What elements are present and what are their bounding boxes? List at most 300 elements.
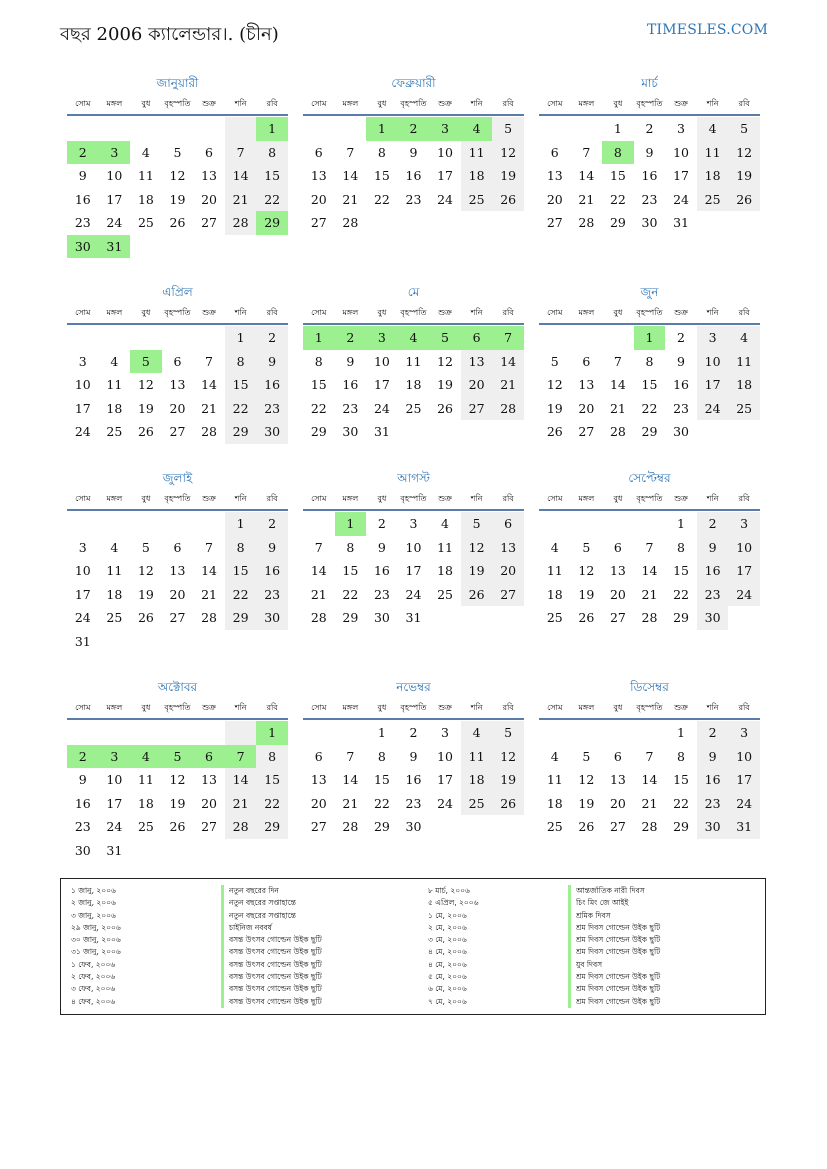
month-name: নভেম্বর bbox=[396, 680, 431, 694]
month-name: ডিসেম্বর bbox=[630, 680, 669, 694]
day-cell: 4 bbox=[141, 144, 150, 160]
weekday-label: রবি bbox=[738, 307, 750, 317]
day-cell: 17 bbox=[373, 377, 390, 392]
day-cell: 13 bbox=[609, 563, 626, 578]
day-cell: 17 bbox=[673, 168, 689, 183]
empty-cell bbox=[193, 326, 225, 350]
weekday-label: বৃহস্পতি bbox=[400, 307, 427, 317]
day-cell: 14 bbox=[201, 377, 217, 392]
day-cell: 30 bbox=[405, 819, 422, 834]
weekday-label: বৃহস্পতি bbox=[400, 493, 427, 503]
weekday-label: মঙ্গল bbox=[106, 493, 123, 503]
day-grid bbox=[539, 117, 760, 235]
day-cell: 24 bbox=[405, 586, 422, 602]
day-cell: 24 bbox=[106, 215, 123, 230]
empty-cell bbox=[193, 117, 225, 141]
day-grid bbox=[67, 326, 288, 444]
day-cell: 3 bbox=[78, 353, 87, 369]
day-cell: 20 bbox=[546, 191, 563, 207]
day-cell: 23 bbox=[641, 191, 658, 207]
day-cell: 15 bbox=[373, 772, 390, 787]
day-cell: 7 bbox=[314, 539, 323, 555]
day-cell: 14 bbox=[310, 563, 327, 578]
weekday-label: শুক্র bbox=[674, 702, 688, 712]
day-cell: 19 bbox=[492, 164, 524, 188]
day-cell: 30 bbox=[256, 420, 288, 444]
weekday-label: শুক্র bbox=[202, 307, 216, 317]
weekday-label: বুধ bbox=[613, 98, 623, 108]
day-cell: 27 bbox=[461, 397, 493, 421]
day-cell: 21 bbox=[342, 191, 359, 207]
day-cell: 23 bbox=[256, 397, 288, 421]
day-cell: 28 bbox=[641, 610, 658, 625]
day-cell: 31 bbox=[74, 633, 91, 649]
day-cell: 28 bbox=[578, 215, 595, 230]
day-cell: 22 bbox=[310, 400, 327, 416]
day-cell: 5 bbox=[461, 512, 493, 536]
day-cell: 12 bbox=[169, 168, 186, 183]
day-cell: 17 bbox=[106, 795, 123, 811]
empty-cell bbox=[130, 326, 162, 350]
day-cell: 20 bbox=[461, 373, 493, 397]
day-cell: 6 bbox=[173, 353, 182, 369]
day-grid bbox=[67, 721, 288, 862]
day-cell: 26 bbox=[169, 819, 186, 834]
day-cell: 28 bbox=[201, 424, 217, 439]
day-grid bbox=[67, 117, 288, 258]
weekday-label: রবি bbox=[738, 98, 750, 108]
day-cell: 9 bbox=[409, 748, 418, 764]
day-cell: 2 bbox=[256, 326, 288, 350]
day-cell: 16 bbox=[405, 168, 422, 183]
day-cell: 29 bbox=[342, 610, 359, 625]
day-cell: 14 bbox=[342, 772, 359, 787]
holiday-name: আন্তর্জাতিক নারী দিবস bbox=[568, 885, 660, 897]
day-cell: 10 bbox=[728, 536, 760, 560]
weekday-label: সোম bbox=[547, 493, 563, 503]
empty-cell bbox=[67, 721, 99, 745]
day-cell: 1 bbox=[377, 725, 386, 740]
day-cell: 10 bbox=[106, 772, 123, 787]
day-cell: 1 bbox=[677, 516, 685, 531]
empty-cell bbox=[99, 326, 131, 350]
weekday-label: সোম bbox=[547, 307, 563, 317]
day-cell: 26 bbox=[578, 819, 595, 834]
day-cell: 3 bbox=[728, 512, 760, 536]
day-cell: 22 bbox=[673, 795, 689, 811]
day-cell: 16 bbox=[673, 377, 689, 392]
day-cell: 29 bbox=[256, 211, 288, 235]
site-link[interactable]: TIMESLES.COM bbox=[647, 22, 768, 38]
empty-cell bbox=[99, 117, 131, 141]
weekday-label: সোম bbox=[75, 493, 91, 503]
day-cell: 1 bbox=[225, 512, 257, 536]
weekday-label: রবি bbox=[502, 493, 514, 503]
weekday-label: বৃহস্পতি bbox=[164, 307, 191, 317]
holiday-name: চাইনিজ নববর্ষ bbox=[221, 922, 322, 934]
day-cell: 11 bbox=[728, 350, 760, 374]
day-cell: 1 bbox=[634, 326, 666, 350]
day-cell: 1 bbox=[256, 117, 288, 141]
weekday-header bbox=[303, 303, 524, 325]
day-cell: 30 bbox=[697, 815, 729, 839]
day-cell: 6 bbox=[613, 748, 622, 764]
day-cell: 25 bbox=[106, 424, 123, 439]
day-cell: 28 bbox=[492, 397, 524, 421]
empty-cell bbox=[634, 721, 666, 745]
day-cell: 25 bbox=[546, 610, 563, 625]
day-cell: 10 bbox=[74, 377, 91, 392]
day-cell: 30 bbox=[67, 235, 99, 259]
day-cell: 21 bbox=[310, 586, 327, 602]
day-cell: 8 bbox=[225, 536, 257, 560]
day-cell: 29 bbox=[673, 610, 689, 625]
month-block bbox=[539, 679, 760, 839]
day-cell: 16 bbox=[373, 563, 390, 578]
day-cell: 9 bbox=[78, 168, 87, 183]
weekday-label: বুধ bbox=[613, 493, 623, 503]
day-cell: 13 bbox=[169, 563, 186, 578]
day-cell: 5 bbox=[162, 745, 194, 769]
day-cell: 11 bbox=[137, 168, 154, 183]
day-cell: 6 bbox=[461, 326, 493, 350]
day-cell: 8 bbox=[377, 748, 386, 764]
day-cell: 24 bbox=[437, 191, 453, 207]
month-name: মে bbox=[407, 285, 420, 299]
day-cell: 1 bbox=[225, 326, 257, 350]
day-cell: 8 bbox=[602, 141, 634, 165]
day-cell: 21 bbox=[342, 795, 359, 811]
day-cell: 4 bbox=[461, 117, 493, 141]
day-cell: 9 bbox=[697, 745, 729, 769]
month-block bbox=[539, 75, 760, 235]
weekday-header bbox=[539, 489, 760, 511]
day-cell: 29 bbox=[373, 819, 390, 834]
weekday-label: শুক্র bbox=[202, 98, 216, 108]
day-cell: 9 bbox=[256, 536, 288, 560]
empty-cell bbox=[539, 721, 571, 745]
weekday-label: মঙ্গল bbox=[578, 702, 595, 712]
day-cell: 23 bbox=[342, 400, 359, 416]
day-cell: 23 bbox=[373, 586, 390, 602]
weekday-label: শনি bbox=[470, 307, 483, 317]
weekday-label: শনি bbox=[470, 702, 483, 712]
day-cell: 29 bbox=[256, 815, 288, 839]
day-cell: 9 bbox=[377, 539, 386, 555]
month-name: জানুয়ারী bbox=[156, 76, 199, 90]
day-grid bbox=[303, 512, 524, 630]
day-cell: 25 bbox=[546, 819, 563, 834]
day-cell: 12 bbox=[137, 563, 154, 578]
day-cell: 24 bbox=[728, 792, 760, 816]
day-cell: 4 bbox=[110, 539, 119, 555]
day-cell: 21 bbox=[225, 792, 257, 816]
day-cell: 19 bbox=[546, 400, 563, 416]
empty-cell bbox=[303, 117, 335, 141]
day-cell: 15 bbox=[342, 563, 359, 578]
weekday-label: শুক্র bbox=[438, 98, 452, 108]
day-cell: 19 bbox=[578, 795, 595, 811]
day-cell: 17 bbox=[437, 168, 453, 183]
day-cell: 17 bbox=[728, 559, 760, 583]
weekday-label: শনি bbox=[706, 702, 719, 712]
day-cell: 16 bbox=[405, 772, 422, 787]
day-cell: 20 bbox=[310, 795, 327, 811]
day-cell: 4 bbox=[461, 721, 493, 745]
day-cell: 3 bbox=[409, 516, 418, 531]
empty-cell bbox=[335, 117, 367, 141]
day-cell: 25 bbox=[137, 819, 154, 834]
day-cell: 11 bbox=[137, 772, 154, 787]
month-block bbox=[539, 470, 760, 630]
day-cell: 9 bbox=[645, 144, 654, 160]
weekday-label: শনি bbox=[706, 98, 719, 108]
day-cell: 24 bbox=[728, 583, 760, 607]
day-cell: 4 bbox=[728, 326, 760, 350]
day-cell: 20 bbox=[169, 586, 186, 602]
day-grid bbox=[303, 721, 524, 839]
day-cell: 3 bbox=[366, 326, 398, 350]
day-cell: 26 bbox=[578, 610, 595, 625]
day-cell: 29 bbox=[225, 606, 257, 630]
holiday-date: ১ জানু, ২০০৬ bbox=[71, 886, 116, 895]
day-cell: 17 bbox=[106, 191, 123, 207]
day-cell: 20 bbox=[492, 559, 524, 583]
day-cell: 9 bbox=[409, 144, 418, 160]
day-cell: 19 bbox=[169, 191, 186, 207]
holiday-date: ৪ মে, ২০০৬ bbox=[428, 959, 467, 969]
day-cell: 4 bbox=[697, 117, 729, 141]
weekday-label: শুক্র bbox=[674, 307, 688, 317]
day-cell: 13 bbox=[169, 377, 186, 392]
day-cell: 24 bbox=[106, 819, 123, 834]
weekday-label: সোম bbox=[547, 98, 563, 108]
weekday-header bbox=[67, 303, 288, 325]
day-cell: 9 bbox=[697, 536, 729, 560]
day-cell: 25 bbox=[697, 188, 729, 212]
day-cell: 3 bbox=[677, 121, 685, 136]
day-cell: 5 bbox=[130, 350, 162, 374]
weekday-label: বুধ bbox=[141, 98, 151, 108]
holiday-date: ৪ ফেব, ২০০৬ bbox=[71, 996, 116, 1006]
holiday-date: ৭ মে, ২০০৬ bbox=[428, 996, 467, 1006]
month-block bbox=[67, 679, 288, 862]
day-cell: 20 bbox=[609, 795, 626, 811]
weekday-label: শনি bbox=[706, 307, 719, 317]
day-cell: 5 bbox=[582, 539, 591, 555]
weekday-label: বৃহস্পতি bbox=[636, 307, 663, 317]
day-cell: 29 bbox=[310, 424, 327, 439]
weekday-label: শনি bbox=[470, 493, 483, 503]
holiday-name: বসন্ত উৎসব গোল্ডেন উইক ছুটি bbox=[221, 959, 322, 971]
day-cell: 19 bbox=[137, 586, 154, 602]
weekday-label: রবি bbox=[502, 98, 514, 108]
day-cell: 5 bbox=[492, 117, 524, 141]
day-cell: 25 bbox=[137, 215, 154, 230]
holiday-name: বসন্ত উৎসব গোল্ডেন উইক ছুটি bbox=[221, 946, 322, 958]
day-cell: 19 bbox=[137, 400, 154, 416]
weekday-label: শুক্র bbox=[202, 702, 216, 712]
holiday-name: বসন্ত উৎসব গোল্ডেন উইক ছুটি bbox=[221, 934, 322, 946]
day-grid bbox=[539, 326, 760, 444]
day-cell: 2 bbox=[67, 141, 99, 165]
day-cell: 4 bbox=[398, 326, 430, 350]
day-cell: 11 bbox=[461, 141, 493, 165]
day-cell: 8 bbox=[256, 745, 288, 769]
holiday-date: ৫ এপ্রিল, ২০০৬ bbox=[428, 898, 479, 908]
month-block bbox=[303, 284, 524, 444]
weekday-label: বৃহস্পতি bbox=[636, 702, 663, 712]
day-grid bbox=[539, 512, 760, 630]
day-cell: 26 bbox=[461, 583, 493, 607]
holiday-name: নতুন বছরের সপ্তাহান্তে bbox=[221, 910, 322, 922]
day-cell: 23 bbox=[405, 191, 422, 207]
weekday-label: বৃহস্পতি bbox=[636, 98, 663, 108]
day-cell: 25 bbox=[106, 610, 123, 625]
holiday-date: ৩ ফেব, ২০০৬ bbox=[71, 984, 116, 994]
day-cell: 13 bbox=[578, 377, 595, 392]
holiday-date: ৩১ জানু, ২০০৬ bbox=[71, 947, 121, 957]
day-cell: 3 bbox=[441, 725, 449, 740]
weekday-label: শুক্র bbox=[674, 493, 688, 503]
day-cell: 18 bbox=[137, 795, 154, 811]
empty-cell bbox=[225, 721, 257, 745]
day-cell: 31 bbox=[106, 842, 123, 858]
day-cell: 12 bbox=[492, 745, 524, 769]
weekday-label: বুধ bbox=[141, 307, 151, 317]
empty-cell bbox=[571, 326, 603, 350]
day-cell: 22 bbox=[256, 792, 288, 816]
day-cell: 13 bbox=[201, 168, 217, 183]
day-cell: 5 bbox=[429, 326, 461, 350]
day-cell: 18 bbox=[697, 164, 729, 188]
day-cell: 30 bbox=[673, 424, 689, 439]
empty-cell bbox=[162, 117, 194, 141]
holiday-name: নতুন বছরের দিন bbox=[221, 885, 322, 897]
empty-cell bbox=[303, 512, 335, 536]
day-cell: 9 bbox=[677, 353, 685, 369]
empty-cell bbox=[539, 117, 571, 141]
day-cell: 21 bbox=[201, 586, 217, 602]
day-cell: 15 bbox=[225, 373, 257, 397]
day-cell: 3 bbox=[99, 745, 131, 769]
weekday-label: রবি bbox=[266, 493, 278, 503]
day-cell: 11 bbox=[437, 539, 453, 555]
holiday-name: বসন্ত উৎসব গোল্ডেন উইক ছুটি bbox=[221, 996, 322, 1008]
day-cell: 16 bbox=[641, 168, 658, 183]
day-cell: 10 bbox=[106, 168, 123, 183]
day-cell: 31 bbox=[99, 235, 131, 259]
day-cell: 11 bbox=[405, 353, 422, 369]
weekday-label: রবি bbox=[738, 493, 750, 503]
day-cell: 22 bbox=[641, 400, 658, 416]
empty-cell bbox=[67, 326, 99, 350]
day-cell: 26 bbox=[137, 610, 154, 625]
day-cell: 23 bbox=[74, 215, 91, 230]
weekday-label: বৃহস্পতি bbox=[400, 98, 427, 108]
day-cell: 3 bbox=[78, 539, 87, 555]
weekday-label: মঙ্গল bbox=[342, 493, 359, 503]
day-cell: 25 bbox=[461, 188, 493, 212]
day-cell: 1 bbox=[335, 512, 367, 536]
holiday-date: ২ ফেব, ২০০৬ bbox=[71, 972, 116, 982]
day-cell: 10 bbox=[697, 350, 729, 374]
holiday-name: শ্রম দিবস গোল্ডেন উইক ছুটি bbox=[568, 983, 660, 995]
weekday-header bbox=[67, 698, 288, 720]
day-cell: 22 bbox=[225, 583, 257, 607]
day-cell: 28 bbox=[342, 215, 359, 230]
day-cell: 7 bbox=[645, 539, 654, 555]
day-cell: 2 bbox=[256, 512, 288, 536]
day-cell: 27 bbox=[201, 819, 217, 834]
day-cell: 11 bbox=[106, 563, 123, 578]
day-cell: 13 bbox=[461, 350, 493, 374]
weekday-label: রবি bbox=[266, 702, 278, 712]
month-name: জুন bbox=[640, 285, 659, 299]
day-cell: 2 bbox=[398, 117, 430, 141]
day-cell: 4 bbox=[441, 516, 449, 531]
day-cell: 15 bbox=[673, 772, 689, 787]
holiday-names-left bbox=[221, 885, 322, 1008]
day-cell: 5 bbox=[173, 144, 182, 160]
day-cell: 30 bbox=[256, 606, 288, 630]
weekday-label: বৃহস্পতি bbox=[164, 702, 191, 712]
day-cell: 3 bbox=[697, 326, 729, 350]
day-cell: 28 bbox=[225, 815, 257, 839]
day-cell: 18 bbox=[106, 586, 123, 602]
day-cell: 20 bbox=[201, 191, 217, 207]
day-cell: 15 bbox=[256, 768, 288, 792]
day-cell: 8 bbox=[346, 539, 355, 555]
weekday-label: শনি bbox=[234, 307, 247, 317]
day-cell: 6 bbox=[314, 144, 323, 160]
day-cell: 2 bbox=[377, 516, 386, 531]
day-cell: 23 bbox=[697, 583, 729, 607]
day-cell: 8 bbox=[377, 144, 386, 160]
day-cell: 26 bbox=[492, 188, 524, 212]
day-cell: 27 bbox=[609, 819, 626, 834]
day-cell: 17 bbox=[74, 586, 91, 602]
day-cell: 10 bbox=[437, 144, 453, 160]
month-name: মার্চ bbox=[641, 76, 658, 90]
weekday-label: মঙ্গল bbox=[578, 493, 595, 503]
empty-cell bbox=[162, 512, 194, 536]
empty-cell bbox=[634, 512, 666, 536]
day-cell: 2 bbox=[697, 721, 729, 745]
weekday-label: মঙ্গল bbox=[106, 98, 123, 108]
month-block bbox=[303, 679, 524, 839]
day-cell: 14 bbox=[225, 164, 257, 188]
weekday-label: বুধ bbox=[377, 307, 387, 317]
weekday-label: মঙ্গল bbox=[342, 702, 359, 712]
day-cell: 11 bbox=[546, 772, 563, 787]
day-cell: 26 bbox=[169, 215, 186, 230]
day-cell: 4 bbox=[130, 745, 162, 769]
day-cell: 26 bbox=[492, 792, 524, 816]
weekday-label: বৃহস্পতি bbox=[400, 702, 427, 712]
day-cell: 7 bbox=[205, 539, 213, 555]
day-cell: 23 bbox=[673, 400, 689, 416]
month-name: আগস্ট bbox=[397, 471, 430, 485]
day-cell: 12 bbox=[492, 141, 524, 165]
month-name: ফেব্রুয়ারী bbox=[391, 76, 436, 90]
day-cell: 28 bbox=[609, 424, 626, 439]
holiday-name: বসন্ত উৎসব গোল্ডেন উইক ছুটি bbox=[221, 983, 322, 995]
day-cell: 26 bbox=[728, 188, 760, 212]
day-cell: 6 bbox=[492, 512, 524, 536]
day-cell: 3 bbox=[99, 141, 131, 165]
day-cell: 6 bbox=[550, 144, 559, 160]
